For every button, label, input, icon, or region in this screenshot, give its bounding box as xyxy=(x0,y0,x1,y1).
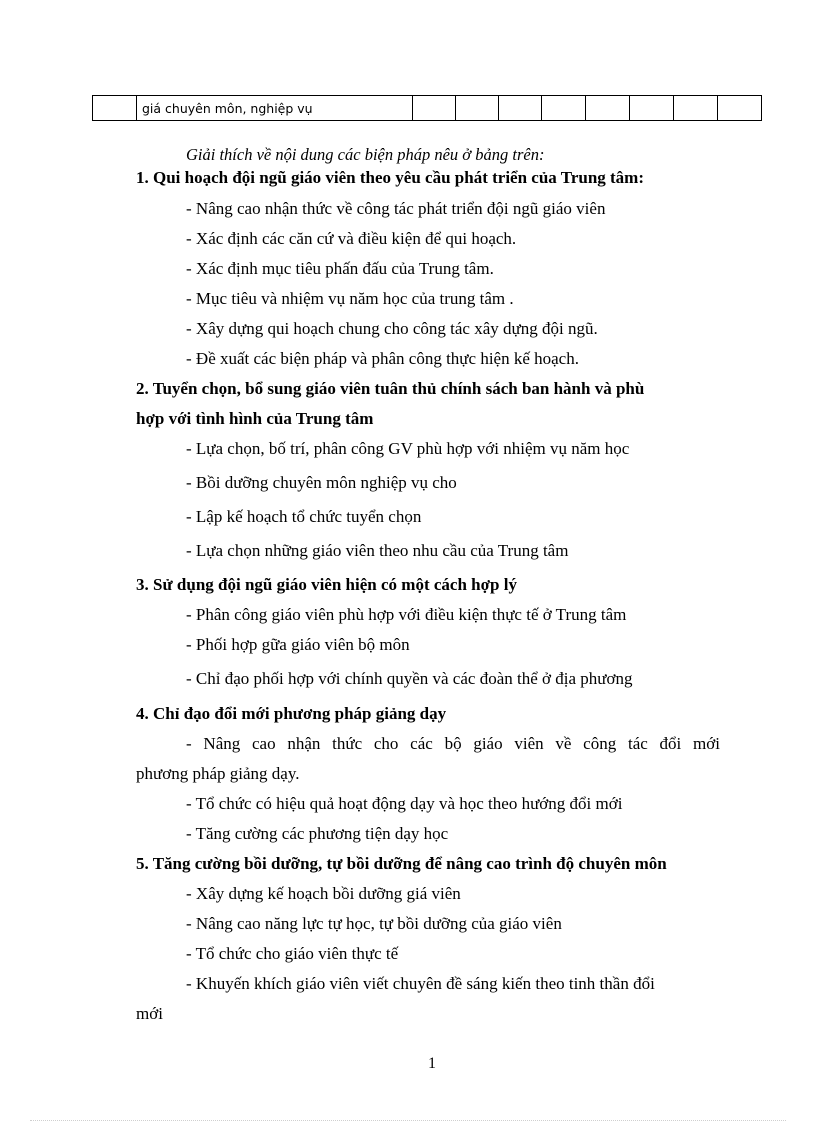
justified-word: viên xyxy=(514,734,544,753)
table-row xyxy=(93,96,762,121)
justified-word: thức xyxy=(332,734,363,753)
justified-word: giáo xyxy=(473,734,503,753)
list-item: - Nâng cao nhận thức về công tác phát triển đội ngũ giáo viên xyxy=(186,199,606,218)
table-cell-mark xyxy=(456,96,499,121)
list-item: - Tổ chức có hiệu quả hoạt động dạy và học theo hướng đổi mới xyxy=(186,794,623,813)
table-cell-mark xyxy=(586,96,630,121)
list-item-continuation: mới xyxy=(136,1004,163,1023)
list-item: - Phân công giáo viên phù hợp với điều kiện thực tế ở Trung tâm xyxy=(186,605,627,624)
list-item: - Xây dựng qui hoạch chung cho công tác xây dựng đội ngũ. xyxy=(186,319,598,338)
justified-word: mới xyxy=(693,734,720,753)
section-heading-2: 2. Tuyển chọn, bổ sung giáo viên tuân thủ chính sách ban hành và phù xyxy=(136,379,645,398)
list-item: - Phối hợp gữa giáo viên bộ môn xyxy=(186,635,410,654)
list-item: - Lập kế hoạch tổ chức tuyển chọn xyxy=(186,507,422,526)
table-cell-mark xyxy=(542,96,586,121)
justified-word: bộ xyxy=(444,734,462,753)
table-cell-mark xyxy=(413,96,456,121)
intro-text: Giải thích về nội dung các biện pháp nêu ở bảng trên: xyxy=(186,145,545,164)
justified-word: cao xyxy=(252,734,276,753)
page-bottom-divider xyxy=(30,1120,786,1121)
justified-word: các xyxy=(410,734,433,753)
justified-word: - xyxy=(186,734,192,753)
section-heading-3: 3. Sử dụng đội ngũ giáo viên hiện có một cách hợp lý xyxy=(136,575,517,594)
list-item: - Nâng cao năng lực tự học, tự bồi dưỡng của giáo viên xyxy=(186,914,562,933)
list-item: - Lựa chọn, bố trí, phân công GV phù hợp với nhiệm vụ năm học xyxy=(186,439,630,458)
list-item: - Xây dựng kế hoạch bồi dưỡng giá viên xyxy=(186,884,461,903)
table-cell-index xyxy=(93,96,137,121)
section-heading-2-cont: hợp với tình hình của Trung tâm xyxy=(136,409,374,428)
list-item-justified xyxy=(186,734,720,754)
list-item: - Khuyến khích giáo viên viết chuyên đề sáng kiến theo tinh thần đổi xyxy=(186,974,655,993)
evaluation-table xyxy=(92,95,762,121)
list-item: - Chỉ đạo phối hợp với chính quyền và các đoàn thể ở địa phương xyxy=(186,669,633,688)
list-item: - Xác định các căn cứ và điều kiện để qui hoạch. xyxy=(186,229,517,248)
page-number: 1 xyxy=(428,1055,436,1072)
table-cell-mark xyxy=(674,96,718,121)
justified-word: Nâng xyxy=(203,734,241,753)
list-item: - Mục tiêu và nhiệm vụ năm học của trung tâm . xyxy=(186,289,514,308)
table-cell-mark xyxy=(718,96,762,121)
list-item: - Lựa chọn những giáo viên theo nhu cầu của Trung tâm xyxy=(186,541,569,560)
justified-word: đổi xyxy=(659,734,682,753)
list-item: - Tổ chức cho giáo viên thực tế xyxy=(186,944,399,963)
justified-word: tác xyxy=(627,734,648,753)
justified-word: công xyxy=(583,734,617,753)
list-item: - Tăng cường các phương tiện dạy học xyxy=(186,824,449,843)
section-heading-5: 5. Tăng cường bồi dưỡng, tự bồi dưỡng để nâng cao trình độ chuyên môn xyxy=(136,854,667,873)
list-item-continuation: phương pháp giảng dạy. xyxy=(136,764,300,783)
table-cell-mark xyxy=(499,96,542,121)
justified-word: về xyxy=(555,734,572,753)
justified-word: cho xyxy=(373,734,399,753)
list-item: - Xác định mục tiêu phấn đấu của Trung tâm. xyxy=(186,259,494,278)
justified-word: nhận xyxy=(287,734,321,753)
list-item: - Bồi dưỡng chuyên môn nghiệp vụ cho xyxy=(186,473,457,492)
table-cell-criterion: giá chuyên môn, nghiệp vụ xyxy=(137,96,413,121)
list-item: - Đề xuất các biện pháp và phân công thực hiện kế hoạch. xyxy=(186,349,579,368)
section-heading-1: 1. Qui hoạch đội ngũ giáo viên theo yêu cầu phát triển của Trung tâm: xyxy=(136,168,645,187)
section-heading-4: 4. Chỉ đạo đổi mới phương pháp giảng dạy xyxy=(136,704,447,723)
table-cell-mark xyxy=(630,96,674,121)
